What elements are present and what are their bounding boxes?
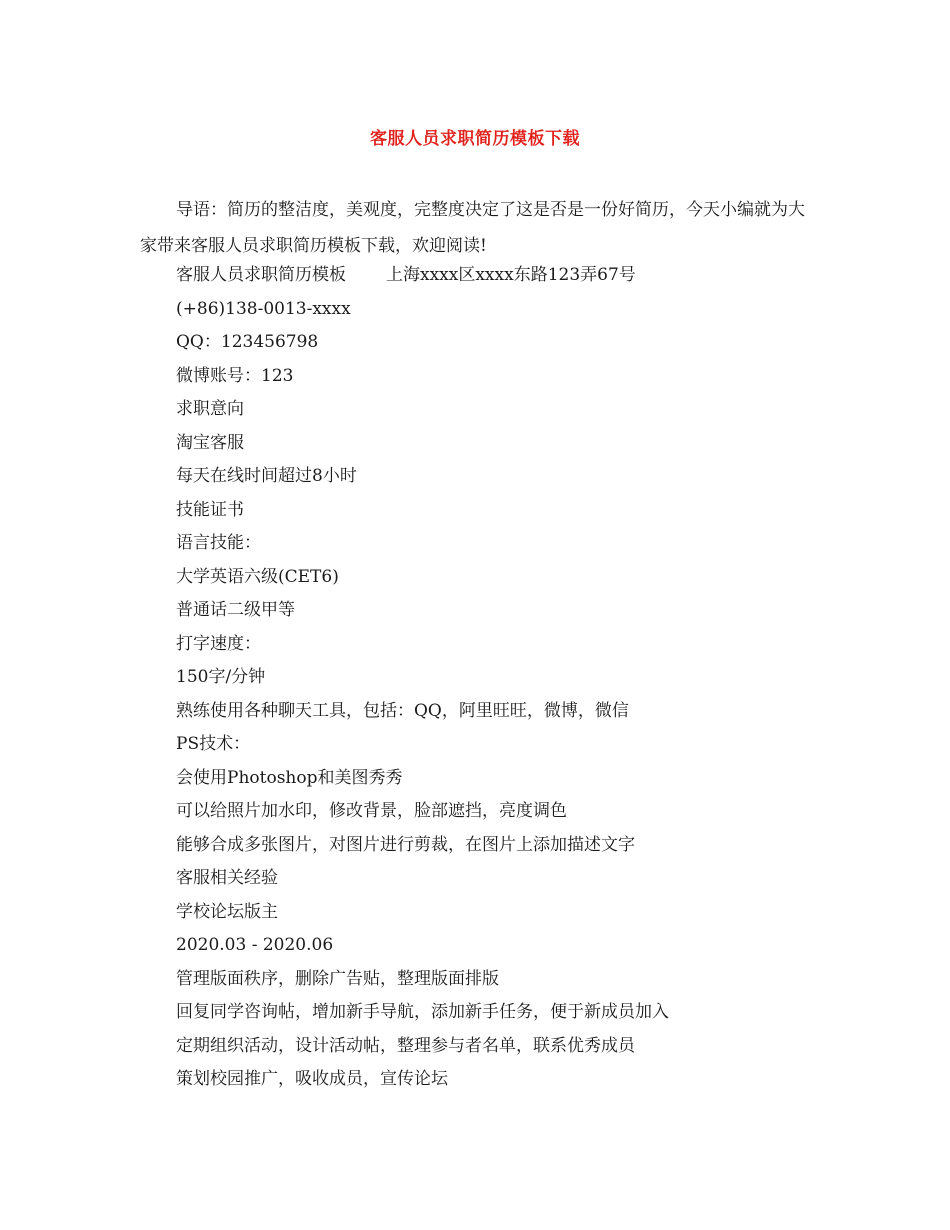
section-heading-skills: 技能证书	[176, 499, 244, 520]
list-item: 管理版面秩序，删除广告贴，整理版面排版	[176, 968, 499, 989]
list-item: 策划校园推广，吸收成员，宣传论坛	[176, 1069, 448, 1089]
date-range: 2020.03 - 2020.06	[176, 935, 334, 955]
list-item: 淘宝客服	[176, 432, 244, 453]
intro-paragraph: 导语：简历的整洁度，美观度，完整度决定了这是否是一份好简历，今天小编就为大家带来客服人员求职简历模板下载，欢迎阅读!	[140, 200, 805, 256]
list-item: 能够合成多张图片，对图片进行剪裁，在图片上添加描述文字	[176, 834, 635, 855]
resume-content	[176, 259, 876, 1097]
list-item: 熟练使用各种聊天工具，包括：QQ，阿里旺旺，微博，微信	[176, 700, 629, 721]
list-item: 定期组织活动，设计活动帖，整理参与者名单，联系优秀成员	[176, 1035, 635, 1056]
weibo-line: 微博账号：123	[176, 365, 294, 386]
address-text: 上海xxxx区xxxx东路123弄67号	[386, 265, 636, 285]
list-item: 可以给照片加水印，修改背景，脸部遮挡，亮度调色	[176, 801, 567, 821]
phone-line: (+86)138-0013-xxxx	[176, 298, 351, 319]
section-heading-job-intent: 求职意向	[176, 399, 244, 419]
list-item: PS技术：	[176, 734, 251, 754]
list-item: 每天在线时间超过8小时	[176, 466, 357, 486]
list-item: 普通话二级甲等	[176, 600, 295, 620]
list-item: 回复同学咨询帖，增加新手导航，添加新手任务，便于新成员加入	[176, 1002, 669, 1022]
qq-line: QQ：123456798	[176, 332, 319, 352]
list-item: 学校论坛版主	[176, 901, 278, 922]
list-item: 语言技能：	[176, 533, 261, 553]
list-item: 打字速度：	[176, 633, 261, 654]
header-line	[176, 259, 876, 293]
section-heading-experience: 客服相关经验	[176, 868, 278, 888]
resume-label: 客服人员求职简历模板	[176, 265, 346, 285]
list-item: 会使用Photoshop和美图秀秀	[176, 767, 403, 788]
list-item: 150字/分钟	[176, 667, 266, 687]
document-title: 客服人员求职简历模板下载	[370, 129, 580, 149]
list-item: 大学英语六级(CET6)	[176, 566, 339, 587]
